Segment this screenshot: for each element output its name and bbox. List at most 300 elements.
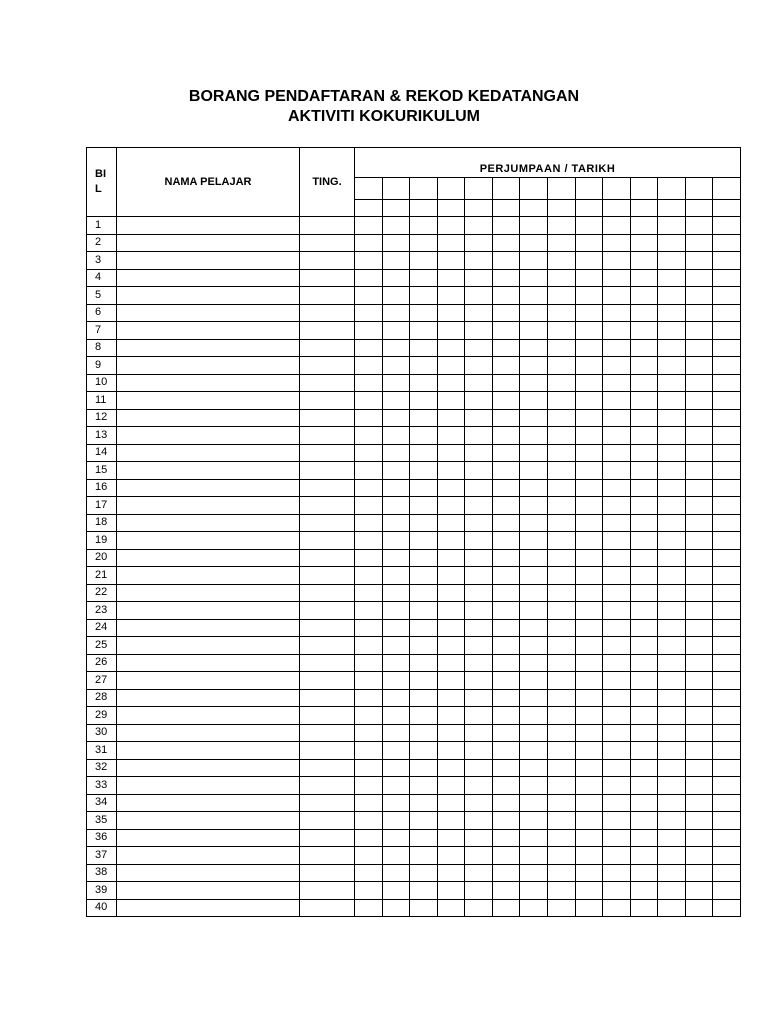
ting-cell[interactable] bbox=[300, 549, 355, 567]
attendance-cell[interactable] bbox=[603, 462, 631, 480]
attendance-cell[interactable] bbox=[382, 497, 410, 515]
attendance-cell[interactable] bbox=[520, 234, 548, 252]
student-name-cell[interactable] bbox=[117, 339, 300, 357]
student-name-cell[interactable] bbox=[117, 304, 300, 322]
student-name-cell[interactable] bbox=[117, 812, 300, 830]
attendance-cell[interactable] bbox=[437, 287, 465, 305]
attendance-cell[interactable] bbox=[575, 444, 603, 462]
attendance-cell[interactable] bbox=[713, 287, 741, 305]
date-header-cell[interactable] bbox=[465, 200, 493, 217]
attendance-cell[interactable] bbox=[465, 759, 493, 777]
attendance-cell[interactable] bbox=[603, 497, 631, 515]
ting-cell[interactable] bbox=[300, 864, 355, 882]
attendance-cell[interactable] bbox=[520, 392, 548, 410]
attendance-cell[interactable] bbox=[575, 357, 603, 375]
attendance-cell[interactable] bbox=[437, 479, 465, 497]
attendance-cell[interactable] bbox=[713, 252, 741, 270]
attendance-cell[interactable] bbox=[410, 322, 438, 340]
attendance-cell[interactable] bbox=[603, 217, 631, 235]
attendance-cell[interactable] bbox=[437, 392, 465, 410]
attendance-cell[interactable] bbox=[685, 479, 713, 497]
attendance-cell[interactable] bbox=[520, 269, 548, 287]
attendance-cell[interactable] bbox=[658, 707, 686, 725]
date-header-cell[interactable] bbox=[492, 178, 520, 200]
attendance-cell[interactable] bbox=[355, 672, 383, 690]
attendance-cell[interactable] bbox=[492, 322, 520, 340]
attendance-cell[interactable] bbox=[437, 374, 465, 392]
attendance-cell[interactable] bbox=[630, 357, 658, 375]
attendance-cell[interactable] bbox=[658, 392, 686, 410]
attendance-cell[interactable] bbox=[355, 497, 383, 515]
attendance-cell[interactable] bbox=[658, 322, 686, 340]
attendance-cell[interactable] bbox=[603, 304, 631, 322]
attendance-cell[interactable] bbox=[465, 829, 493, 847]
attendance-cell[interactable] bbox=[685, 864, 713, 882]
attendance-cell[interactable] bbox=[685, 374, 713, 392]
attendance-cell[interactable] bbox=[437, 864, 465, 882]
ting-cell[interactable] bbox=[300, 584, 355, 602]
attendance-cell[interactable] bbox=[437, 602, 465, 620]
student-name-cell[interactable] bbox=[117, 847, 300, 865]
attendance-cell[interactable] bbox=[437, 829, 465, 847]
attendance-cell[interactable] bbox=[547, 462, 575, 480]
attendance-cell[interactable] bbox=[382, 304, 410, 322]
attendance-cell[interactable] bbox=[465, 672, 493, 690]
attendance-cell[interactable] bbox=[355, 829, 383, 847]
attendance-cell[interactable] bbox=[520, 724, 548, 742]
attendance-cell[interactable] bbox=[520, 864, 548, 882]
attendance-cell[interactable] bbox=[355, 777, 383, 795]
attendance-cell[interactable] bbox=[492, 654, 520, 672]
attendance-cell[interactable] bbox=[355, 304, 383, 322]
student-name-cell[interactable] bbox=[117, 619, 300, 637]
attendance-cell[interactable] bbox=[685, 794, 713, 812]
attendance-cell[interactable] bbox=[492, 392, 520, 410]
attendance-cell[interactable] bbox=[603, 794, 631, 812]
attendance-cell[interactable] bbox=[630, 479, 658, 497]
attendance-cell[interactable] bbox=[713, 322, 741, 340]
attendance-cell[interactable] bbox=[547, 532, 575, 550]
attendance-cell[interactable] bbox=[658, 654, 686, 672]
attendance-cell[interactable] bbox=[492, 619, 520, 637]
attendance-cell[interactable] bbox=[658, 812, 686, 830]
attendance-cell[interactable] bbox=[630, 619, 658, 637]
attendance-cell[interactable] bbox=[465, 654, 493, 672]
ting-cell[interactable] bbox=[300, 269, 355, 287]
attendance-cell[interactable] bbox=[658, 514, 686, 532]
attendance-cell[interactable] bbox=[713, 427, 741, 445]
attendance-cell[interactable] bbox=[603, 724, 631, 742]
attendance-cell[interactable] bbox=[437, 444, 465, 462]
student-name-cell[interactable] bbox=[117, 602, 300, 620]
student-name-cell[interactable] bbox=[117, 374, 300, 392]
attendance-cell[interactable] bbox=[410, 217, 438, 235]
attendance-cell[interactable] bbox=[575, 497, 603, 515]
attendance-cell[interactable] bbox=[355, 602, 383, 620]
attendance-cell[interactable] bbox=[603, 672, 631, 690]
attendance-cell[interactable] bbox=[603, 707, 631, 725]
attendance-cell[interactable] bbox=[520, 672, 548, 690]
attendance-cell[interactable] bbox=[575, 707, 603, 725]
attendance-cell[interactable] bbox=[437, 269, 465, 287]
attendance-cell[interactable] bbox=[410, 409, 438, 427]
attendance-cell[interactable] bbox=[465, 234, 493, 252]
attendance-cell[interactable] bbox=[658, 339, 686, 357]
attendance-cell[interactable] bbox=[685, 689, 713, 707]
attendance-cell[interactable] bbox=[492, 357, 520, 375]
attendance-cell[interactable] bbox=[410, 427, 438, 445]
attendance-cell[interactable] bbox=[520, 707, 548, 725]
attendance-cell[interactable] bbox=[520, 794, 548, 812]
attendance-cell[interactable] bbox=[355, 374, 383, 392]
attendance-cell[interactable] bbox=[685, 584, 713, 602]
attendance-cell[interactable] bbox=[355, 357, 383, 375]
attendance-cell[interactable] bbox=[685, 444, 713, 462]
attendance-cell[interactable] bbox=[437, 812, 465, 830]
attendance-cell[interactable] bbox=[410, 497, 438, 515]
ting-cell[interactable] bbox=[300, 777, 355, 795]
attendance-cell[interactable] bbox=[713, 794, 741, 812]
attendance-cell[interactable] bbox=[465, 444, 493, 462]
attendance-cell[interactable] bbox=[382, 812, 410, 830]
attendance-cell[interactable] bbox=[575, 479, 603, 497]
student-name-cell[interactable] bbox=[117, 637, 300, 655]
attendance-cell[interactable] bbox=[520, 882, 548, 900]
attendance-cell[interactable] bbox=[685, 619, 713, 637]
attendance-cell[interactable] bbox=[355, 899, 383, 917]
attendance-cell[interactable] bbox=[575, 567, 603, 585]
attendance-cell[interactable] bbox=[685, 287, 713, 305]
attendance-cell[interactable] bbox=[547, 479, 575, 497]
attendance-cell[interactable] bbox=[685, 672, 713, 690]
date-header-cell[interactable] bbox=[630, 178, 658, 200]
attendance-cell[interactable] bbox=[713, 724, 741, 742]
attendance-cell[interactable] bbox=[685, 742, 713, 760]
attendance-cell[interactable] bbox=[603, 287, 631, 305]
attendance-cell[interactable] bbox=[658, 409, 686, 427]
student-name-cell[interactable] bbox=[117, 672, 300, 690]
attendance-cell[interactable] bbox=[547, 409, 575, 427]
attendance-cell[interactable] bbox=[520, 374, 548, 392]
attendance-cell[interactable] bbox=[492, 847, 520, 865]
attendance-cell[interactable] bbox=[355, 462, 383, 480]
attendance-cell[interactable] bbox=[382, 847, 410, 865]
attendance-cell[interactable] bbox=[658, 374, 686, 392]
student-name-cell[interactable] bbox=[117, 567, 300, 585]
attendance-cell[interactable] bbox=[520, 532, 548, 550]
date-header-cell[interactable] bbox=[603, 200, 631, 217]
attendance-cell[interactable] bbox=[603, 409, 631, 427]
attendance-cell[interactable] bbox=[382, 514, 410, 532]
attendance-cell[interactable] bbox=[630, 217, 658, 235]
attendance-cell[interactable] bbox=[492, 584, 520, 602]
attendance-cell[interactable] bbox=[355, 689, 383, 707]
attendance-cell[interactable] bbox=[410, 672, 438, 690]
attendance-cell[interactable] bbox=[713, 234, 741, 252]
attendance-cell[interactable] bbox=[492, 269, 520, 287]
attendance-cell[interactable] bbox=[492, 794, 520, 812]
attendance-cell[interactable] bbox=[713, 759, 741, 777]
attendance-cell[interactable] bbox=[658, 724, 686, 742]
attendance-cell[interactable] bbox=[658, 794, 686, 812]
attendance-cell[interactable] bbox=[685, 462, 713, 480]
attendance-cell[interactable] bbox=[575, 759, 603, 777]
attendance-cell[interactable] bbox=[547, 427, 575, 445]
attendance-cell[interactable] bbox=[492, 602, 520, 620]
attendance-cell[interactable] bbox=[658, 444, 686, 462]
attendance-cell[interactable] bbox=[410, 567, 438, 585]
attendance-cell[interactable] bbox=[492, 899, 520, 917]
attendance-cell[interactable] bbox=[630, 322, 658, 340]
attendance-cell[interactable] bbox=[658, 252, 686, 270]
attendance-cell[interactable] bbox=[437, 427, 465, 445]
attendance-cell[interactable] bbox=[465, 619, 493, 637]
student-name-cell[interactable] bbox=[117, 759, 300, 777]
attendance-cell[interactable] bbox=[520, 217, 548, 235]
attendance-cell[interactable] bbox=[465, 374, 493, 392]
attendance-cell[interactable] bbox=[658, 864, 686, 882]
attendance-cell[interactable] bbox=[630, 584, 658, 602]
attendance-cell[interactable] bbox=[685, 514, 713, 532]
attendance-cell[interactable] bbox=[713, 269, 741, 287]
ting-cell[interactable] bbox=[300, 514, 355, 532]
ting-cell[interactable] bbox=[300, 812, 355, 830]
date-header-cell[interactable] bbox=[713, 178, 741, 200]
attendance-cell[interactable] bbox=[575, 252, 603, 270]
date-header-cell[interactable] bbox=[410, 200, 438, 217]
attendance-cell[interactable] bbox=[713, 357, 741, 375]
attendance-cell[interactable] bbox=[630, 549, 658, 567]
ting-cell[interactable] bbox=[300, 602, 355, 620]
attendance-cell[interactable] bbox=[575, 829, 603, 847]
attendance-cell[interactable] bbox=[410, 707, 438, 725]
attendance-cell[interactable] bbox=[437, 724, 465, 742]
attendance-cell[interactable] bbox=[382, 689, 410, 707]
attendance-cell[interactable] bbox=[685, 304, 713, 322]
ting-cell[interactable] bbox=[300, 304, 355, 322]
attendance-cell[interactable] bbox=[492, 759, 520, 777]
attendance-cell[interactable] bbox=[630, 602, 658, 620]
attendance-cell[interactable] bbox=[520, 287, 548, 305]
attendance-cell[interactable] bbox=[713, 707, 741, 725]
attendance-cell[interactable] bbox=[547, 357, 575, 375]
attendance-cell[interactable] bbox=[547, 304, 575, 322]
attendance-cell[interactable] bbox=[410, 392, 438, 410]
attendance-cell[interactable] bbox=[547, 829, 575, 847]
attendance-cell[interactable] bbox=[630, 724, 658, 742]
date-header-cell[interactable] bbox=[382, 178, 410, 200]
attendance-cell[interactable] bbox=[520, 479, 548, 497]
attendance-cell[interactable] bbox=[355, 724, 383, 742]
attendance-cell[interactable] bbox=[658, 234, 686, 252]
attendance-cell[interactable] bbox=[658, 689, 686, 707]
attendance-cell[interactable] bbox=[492, 339, 520, 357]
attendance-cell[interactable] bbox=[603, 479, 631, 497]
date-header-cell[interactable] bbox=[685, 200, 713, 217]
attendance-cell[interactable] bbox=[492, 707, 520, 725]
attendance-cell[interactable] bbox=[713, 444, 741, 462]
attendance-cell[interactable] bbox=[355, 882, 383, 900]
attendance-cell[interactable] bbox=[492, 514, 520, 532]
attendance-cell[interactable] bbox=[603, 234, 631, 252]
attendance-cell[interactable] bbox=[658, 427, 686, 445]
attendance-cell[interactable] bbox=[630, 899, 658, 917]
attendance-cell[interactable] bbox=[520, 427, 548, 445]
attendance-cell[interactable] bbox=[465, 584, 493, 602]
attendance-cell[interactable] bbox=[355, 234, 383, 252]
attendance-cell[interactable] bbox=[603, 322, 631, 340]
attendance-cell[interactable] bbox=[685, 654, 713, 672]
attendance-cell[interactable] bbox=[382, 217, 410, 235]
attendance-cell[interactable] bbox=[547, 759, 575, 777]
attendance-cell[interactable] bbox=[410, 724, 438, 742]
attendance-cell[interactable] bbox=[547, 672, 575, 690]
attendance-cell[interactable] bbox=[355, 584, 383, 602]
attendance-cell[interactable] bbox=[685, 759, 713, 777]
attendance-cell[interactable] bbox=[713, 584, 741, 602]
attendance-cell[interactable] bbox=[355, 427, 383, 445]
attendance-cell[interactable] bbox=[465, 217, 493, 235]
date-header-cell[interactable] bbox=[575, 178, 603, 200]
attendance-cell[interactable] bbox=[603, 392, 631, 410]
attendance-cell[interactable] bbox=[575, 287, 603, 305]
attendance-cell[interactable] bbox=[382, 882, 410, 900]
ting-cell[interactable] bbox=[300, 357, 355, 375]
student-name-cell[interactable] bbox=[117, 777, 300, 795]
attendance-cell[interactable] bbox=[630, 339, 658, 357]
ting-cell[interactable] bbox=[300, 444, 355, 462]
attendance-cell[interactable] bbox=[382, 427, 410, 445]
attendance-cell[interactable] bbox=[437, 357, 465, 375]
attendance-cell[interactable] bbox=[355, 567, 383, 585]
student-name-cell[interactable] bbox=[117, 514, 300, 532]
student-name-cell[interactable] bbox=[117, 654, 300, 672]
attendance-cell[interactable] bbox=[630, 287, 658, 305]
attendance-cell[interactable] bbox=[547, 217, 575, 235]
attendance-cell[interactable] bbox=[603, 777, 631, 795]
attendance-cell[interactable] bbox=[520, 654, 548, 672]
student-name-cell[interactable] bbox=[117, 427, 300, 445]
date-header-cell[interactable] bbox=[520, 178, 548, 200]
attendance-cell[interactable] bbox=[465, 462, 493, 480]
ting-cell[interactable] bbox=[300, 847, 355, 865]
date-header-cell[interactable] bbox=[603, 178, 631, 200]
attendance-cell[interactable] bbox=[382, 602, 410, 620]
attendance-cell[interactable] bbox=[575, 532, 603, 550]
attendance-cell[interactable] bbox=[355, 794, 383, 812]
attendance-cell[interactable] bbox=[685, 409, 713, 427]
attendance-cell[interactable] bbox=[355, 707, 383, 725]
attendance-cell[interactable] bbox=[437, 409, 465, 427]
attendance-cell[interactable] bbox=[437, 497, 465, 515]
attendance-cell[interactable] bbox=[382, 899, 410, 917]
attendance-cell[interactable] bbox=[410, 462, 438, 480]
attendance-cell[interactable] bbox=[382, 339, 410, 357]
attendance-cell[interactable] bbox=[603, 689, 631, 707]
attendance-cell[interactable] bbox=[658, 829, 686, 847]
attendance-cell[interactable] bbox=[465, 322, 493, 340]
attendance-cell[interactable] bbox=[547, 864, 575, 882]
attendance-cell[interactable] bbox=[658, 549, 686, 567]
attendance-cell[interactable] bbox=[382, 269, 410, 287]
attendance-cell[interactable] bbox=[492, 409, 520, 427]
attendance-cell[interactable] bbox=[410, 689, 438, 707]
attendance-cell[interactable] bbox=[713, 899, 741, 917]
attendance-cell[interactable] bbox=[410, 514, 438, 532]
attendance-cell[interactable] bbox=[437, 777, 465, 795]
student-name-cell[interactable] bbox=[117, 794, 300, 812]
attendance-cell[interactable] bbox=[465, 427, 493, 445]
ting-cell[interactable] bbox=[300, 234, 355, 252]
attendance-cell[interactable] bbox=[713, 217, 741, 235]
attendance-cell[interactable] bbox=[520, 829, 548, 847]
attendance-cell[interactable] bbox=[547, 392, 575, 410]
attendance-cell[interactable] bbox=[630, 707, 658, 725]
attendance-cell[interactable] bbox=[437, 619, 465, 637]
attendance-cell[interactable] bbox=[603, 882, 631, 900]
attendance-cell[interactable] bbox=[520, 619, 548, 637]
attendance-cell[interactable] bbox=[630, 532, 658, 550]
attendance-cell[interactable] bbox=[520, 567, 548, 585]
attendance-cell[interactable] bbox=[575, 462, 603, 480]
student-name-cell[interactable] bbox=[117, 479, 300, 497]
attendance-cell[interactable] bbox=[603, 602, 631, 620]
attendance-cell[interactable] bbox=[685, 269, 713, 287]
attendance-cell[interactable] bbox=[603, 444, 631, 462]
attendance-cell[interactable] bbox=[547, 584, 575, 602]
attendance-cell[interactable] bbox=[382, 584, 410, 602]
attendance-cell[interactable] bbox=[685, 549, 713, 567]
attendance-cell[interactable] bbox=[547, 899, 575, 917]
attendance-cell[interactable] bbox=[382, 392, 410, 410]
attendance-cell[interactable] bbox=[355, 812, 383, 830]
attendance-cell[interactable] bbox=[437, 549, 465, 567]
ting-cell[interactable] bbox=[300, 217, 355, 235]
attendance-cell[interactable] bbox=[658, 479, 686, 497]
student-name-cell[interactable] bbox=[117, 899, 300, 917]
ting-cell[interactable] bbox=[300, 689, 355, 707]
attendance-cell[interactable] bbox=[713, 742, 741, 760]
attendance-cell[interactable] bbox=[713, 549, 741, 567]
attendance-cell[interactable] bbox=[713, 882, 741, 900]
attendance-cell[interactable] bbox=[382, 374, 410, 392]
student-name-cell[interactable] bbox=[117, 217, 300, 235]
attendance-cell[interactable] bbox=[492, 374, 520, 392]
attendance-cell[interactable] bbox=[575, 409, 603, 427]
date-header-cell[interactable] bbox=[437, 178, 465, 200]
attendance-cell[interactable] bbox=[547, 322, 575, 340]
attendance-cell[interactable] bbox=[520, 602, 548, 620]
attendance-cell[interactable] bbox=[685, 724, 713, 742]
attendance-cell[interactable] bbox=[547, 689, 575, 707]
date-header-cell[interactable] bbox=[355, 178, 383, 200]
attendance-cell[interactable] bbox=[603, 829, 631, 847]
attendance-cell[interactable] bbox=[465, 689, 493, 707]
attendance-cell[interactable] bbox=[382, 654, 410, 672]
attendance-cell[interactable] bbox=[382, 567, 410, 585]
attendance-cell[interactable] bbox=[713, 829, 741, 847]
attendance-cell[interactable] bbox=[575, 672, 603, 690]
attendance-cell[interactable] bbox=[658, 584, 686, 602]
attendance-cell[interactable] bbox=[603, 637, 631, 655]
attendance-cell[interactable] bbox=[382, 759, 410, 777]
attendance-cell[interactable] bbox=[492, 689, 520, 707]
attendance-cell[interactable] bbox=[630, 514, 658, 532]
attendance-cell[interactable] bbox=[355, 409, 383, 427]
attendance-cell[interactable] bbox=[465, 777, 493, 795]
attendance-cell[interactable] bbox=[603, 339, 631, 357]
attendance-cell[interactable] bbox=[492, 217, 520, 235]
